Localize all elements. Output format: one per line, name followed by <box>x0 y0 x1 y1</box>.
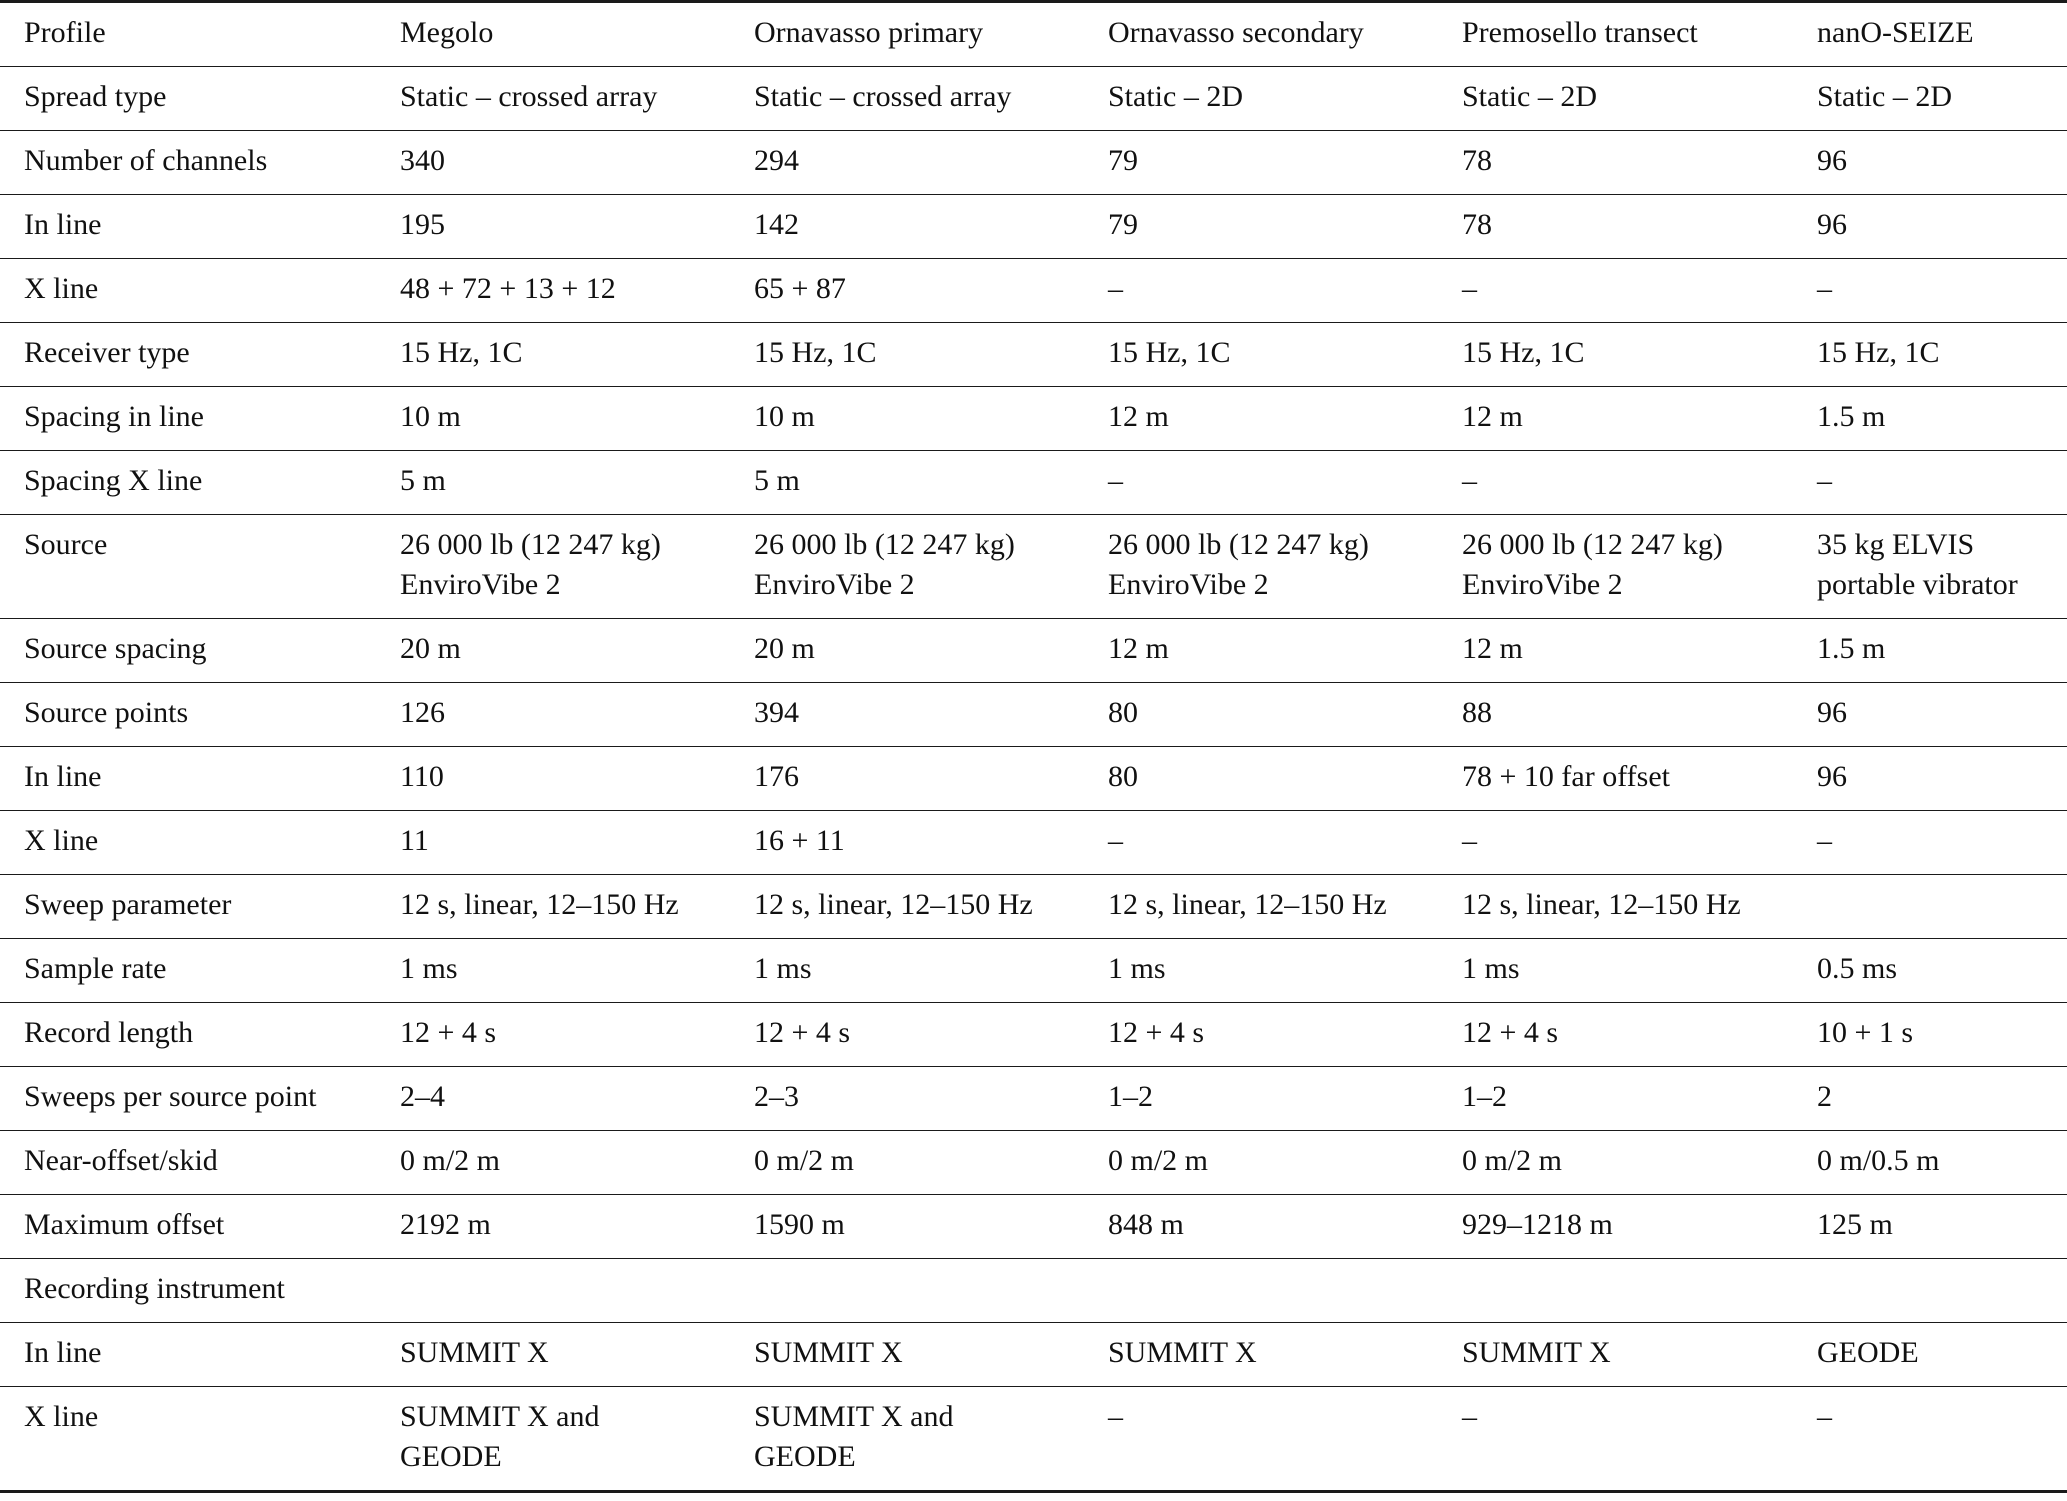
row-label-cell: Spacing X line <box>0 451 376 515</box>
table-cell: 1 ms <box>1438 939 1793 1003</box>
row-label-cell: Source spacing <box>0 619 376 683</box>
table-cell: 340 <box>376 131 730 195</box>
table-cell: 110 <box>376 747 730 811</box>
cell-line: EnviroVibe 2 <box>1108 568 1269 601</box>
table-cell: 65 + 87 <box>730 259 1084 323</box>
cell-line: 35 kg ELVIS <box>1817 528 1975 561</box>
table-cell <box>730 1259 1084 1323</box>
table-cell: 12 s, linear, 12–150 Hz <box>730 875 1084 939</box>
table-cell: 5 m <box>730 451 1084 515</box>
table-cell: – <box>1793 811 2067 875</box>
table-cell: 15 Hz, 1C <box>376 323 730 387</box>
table-cell: 15 Hz, 1C <box>730 323 1084 387</box>
table-cell: – <box>1793 259 2067 323</box>
table-row <box>0 1259 2067 1323</box>
table-row <box>0 811 2067 875</box>
table-row <box>0 451 2067 515</box>
row-label-cell: Spacing in line <box>0 387 376 451</box>
table-cell: 11 <box>376 811 730 875</box>
table-row <box>0 67 2067 131</box>
table-cell: 96 <box>1793 747 2067 811</box>
table-cell: 12 m <box>1084 619 1438 683</box>
row-label-cell: X line <box>24 1400 99 1433</box>
row-label-cell: X line <box>0 811 376 875</box>
table-header-row <box>0 2 2067 67</box>
header-cell-ornavasso-secondary: Ornavasso secondary <box>1084 2 1438 67</box>
cell-line: SUMMIT X and <box>754 1400 954 1433</box>
table-cell: 1590 m <box>730 1195 1084 1259</box>
table-cell: 0 m/2 m <box>730 1131 1084 1195</box>
table-cell: – <box>1084 811 1438 875</box>
table-cell: 294 <box>730 131 1084 195</box>
cell-line: EnviroVibe 2 <box>1462 568 1623 601</box>
table-cell: SUMMIT X <box>1084 1323 1438 1387</box>
table-row <box>0 1131 2067 1195</box>
table-cell: 848 m <box>1084 1195 1438 1259</box>
table-cell: 1 ms <box>376 939 730 1003</box>
table-cell: 1.5 m <box>1793 387 2067 451</box>
row-label-cell: Sweeps per source point <box>0 1067 376 1131</box>
table-row <box>0 387 2067 451</box>
table-cell <box>1438 1259 1793 1323</box>
row-label-cell: Receiver type <box>0 323 376 387</box>
table-cell: 15 Hz, 1C <box>1084 323 1438 387</box>
row-label-cell: Sweep parameter <box>0 875 376 939</box>
table-row <box>0 131 2067 195</box>
table-cell: – <box>1462 1400 1477 1433</box>
table-cell: – <box>1438 259 1793 323</box>
table-cell: 96 <box>1793 195 2067 259</box>
table-cell <box>730 1387 1084 1492</box>
row-label-cell: X line <box>0 259 376 323</box>
row-label-cell: Spread type <box>0 67 376 131</box>
table-cell: 2–4 <box>376 1067 730 1131</box>
table-cell: – <box>1817 1400 1832 1433</box>
table-cell <box>376 515 730 619</box>
table-cell: Static – 2D <box>1793 67 2067 131</box>
table-row <box>0 683 2067 747</box>
cell-line: EnviroVibe 2 <box>400 568 561 601</box>
table-cell: SUMMIT X <box>376 1323 730 1387</box>
table-cell: 88 <box>1438 683 1793 747</box>
table-cell: 15 Hz, 1C <box>1793 323 2067 387</box>
row-label-cell: Near-offset/skid <box>0 1131 376 1195</box>
table-row <box>0 323 2067 387</box>
table-cell <box>1793 515 2067 619</box>
table-cell: Static – 2D <box>1084 67 1438 131</box>
table-cell: 12 s, linear, 12–150 Hz <box>1438 875 1793 939</box>
table-cell: 2 <box>1793 1067 2067 1131</box>
table-row <box>0 1323 2067 1387</box>
cell-line: SUMMIT X and <box>400 1400 600 1433</box>
table-cell: 12 s, linear, 12–150 Hz <box>1084 875 1438 939</box>
table-row <box>0 939 2067 1003</box>
table-cell: – <box>1793 451 2067 515</box>
table-cell: 79 <box>1084 131 1438 195</box>
table-cell: Static – 2D <box>1438 67 1793 131</box>
table-row <box>0 1067 2067 1131</box>
table-row <box>0 1387 2067 1492</box>
table-cell: – <box>1108 1400 1123 1433</box>
cell-line: GEODE <box>400 1440 502 1473</box>
table-cell: 0.5 ms <box>1793 939 2067 1003</box>
table-cell: 12 s, linear, 12–150 Hz <box>376 875 730 939</box>
table-cell: 929–1218 m <box>1438 1195 1793 1259</box>
table-cell: 78 + 10 far offset <box>1438 747 1793 811</box>
row-label-cell: In line <box>0 195 376 259</box>
table-cell: 126 <box>376 683 730 747</box>
table-cell: 10 m <box>376 387 730 451</box>
table-cell: 96 <box>1793 131 2067 195</box>
table-cell: 12 m <box>1438 619 1793 683</box>
table-cell: 12 m <box>1084 387 1438 451</box>
table-cell: 12 + 4 s <box>1438 1003 1793 1067</box>
table-cell <box>376 1387 730 1492</box>
table-row <box>0 515 2067 619</box>
table-row <box>0 619 2067 683</box>
table-cell: 5 m <box>376 451 730 515</box>
table-cell: – <box>1084 451 1438 515</box>
cell-line: 26 000 lb (12 247 kg) <box>400 528 661 561</box>
row-label-cell: Source points <box>0 683 376 747</box>
table-cell: 10 m <box>730 387 1084 451</box>
table-cell: 176 <box>730 747 1084 811</box>
table-cell: 0 m/0.5 m <box>1793 1131 2067 1195</box>
table-cell: 12 + 4 s <box>1084 1003 1438 1067</box>
table-cell: 1–2 <box>1438 1067 1793 1131</box>
table-row <box>0 1003 2067 1067</box>
row-label-cell: Number of channels <box>0 131 376 195</box>
cell-line: portable vibrator <box>1817 568 2018 601</box>
table-cell: 195 <box>376 195 730 259</box>
table-cell: SUMMIT X <box>730 1323 1084 1387</box>
cell-line: 26 000 lb (12 247 kg) <box>1462 528 1723 561</box>
header-cell-megolo: Megolo <box>376 2 730 67</box>
table-cell <box>1793 875 2067 939</box>
table-cell <box>1084 515 1438 619</box>
table-cell: – <box>1438 451 1793 515</box>
table-row <box>0 747 2067 811</box>
table-cell: 78 <box>1438 131 1793 195</box>
table-cell: 394 <box>730 683 1084 747</box>
row-label-cell: In line <box>0 747 376 811</box>
header-cell-ornavasso-primary: Ornavasso primary <box>730 2 1084 67</box>
table-cell: 80 <box>1084 747 1438 811</box>
table-cell: 20 m <box>376 619 730 683</box>
row-label-cell: Record length <box>0 1003 376 1067</box>
table-cell: 15 Hz, 1C <box>1438 323 1793 387</box>
table-cell: 16 + 11 <box>730 811 1084 875</box>
table-cell: 0 m/2 m <box>1084 1131 1438 1195</box>
header-cell-profile: Profile <box>0 2 376 67</box>
row-label-cell: Recording instrument <box>0 1259 376 1323</box>
table-cell: 0 m/2 m <box>1438 1131 1793 1195</box>
table-cell: 10 + 1 s <box>1793 1003 2067 1067</box>
table-cell: 12 + 4 s <box>730 1003 1084 1067</box>
header-cell-premosello-transect: Premosello transect <box>1438 2 1793 67</box>
table-cell <box>730 515 1084 619</box>
table-cell <box>1438 515 1793 619</box>
row-label-cell: In line <box>0 1323 376 1387</box>
table-cell: 142 <box>730 195 1084 259</box>
table-cell: 80 <box>1084 683 1438 747</box>
table-cell: – <box>1084 259 1438 323</box>
table-cell: 0 m/2 m <box>376 1131 730 1195</box>
table-cell: 20 m <box>730 619 1084 683</box>
row-label-cell: Sample rate <box>0 939 376 1003</box>
table-row <box>0 1195 2067 1259</box>
cell-line: EnviroVibe 2 <box>754 568 915 601</box>
table-cell: Static – crossed array <box>730 67 1084 131</box>
table-cell: 1.5 m <box>1793 619 2067 683</box>
table-cell: 125 m <box>1793 1195 2067 1259</box>
table-cell <box>1793 1259 2067 1323</box>
table-cell: Static – crossed array <box>376 67 730 131</box>
table-cell: 2–3 <box>730 1067 1084 1131</box>
table-cell: 78 <box>1438 195 1793 259</box>
table-row <box>0 195 2067 259</box>
cell-line: GEODE <box>754 1440 856 1473</box>
table-row <box>0 875 2067 939</box>
table-cell: 48 + 72 + 13 + 12 <box>376 259 730 323</box>
table-cell: SUMMIT X <box>1438 1323 1793 1387</box>
table-cell: GEODE <box>1793 1323 2067 1387</box>
table-body <box>0 67 2067 1492</box>
table-cell: – <box>1438 811 1793 875</box>
table-cell <box>376 1259 730 1323</box>
table-cell: 1–2 <box>1084 1067 1438 1131</box>
table-cell <box>1084 1259 1438 1323</box>
table-row <box>0 259 2067 323</box>
row-label-cell: Maximum offset <box>0 1195 376 1259</box>
table-cell: 96 <box>1793 683 2067 747</box>
header-cell-nano-seize: nanO-SEIZE <box>1793 2 2067 67</box>
table-cell: 2192 m <box>376 1195 730 1259</box>
row-label-cell: Source <box>0 515 376 619</box>
table-cell: 1 ms <box>730 939 1084 1003</box>
cell-line: 26 000 lb (12 247 kg) <box>1108 528 1369 561</box>
cell-line: 26 000 lb (12 247 kg) <box>754 528 1015 561</box>
table-cell: 12 m <box>1438 387 1793 451</box>
table-cell: 1 ms <box>1084 939 1438 1003</box>
table-cell: 79 <box>1084 195 1438 259</box>
table-cell: 12 + 4 s <box>376 1003 730 1067</box>
